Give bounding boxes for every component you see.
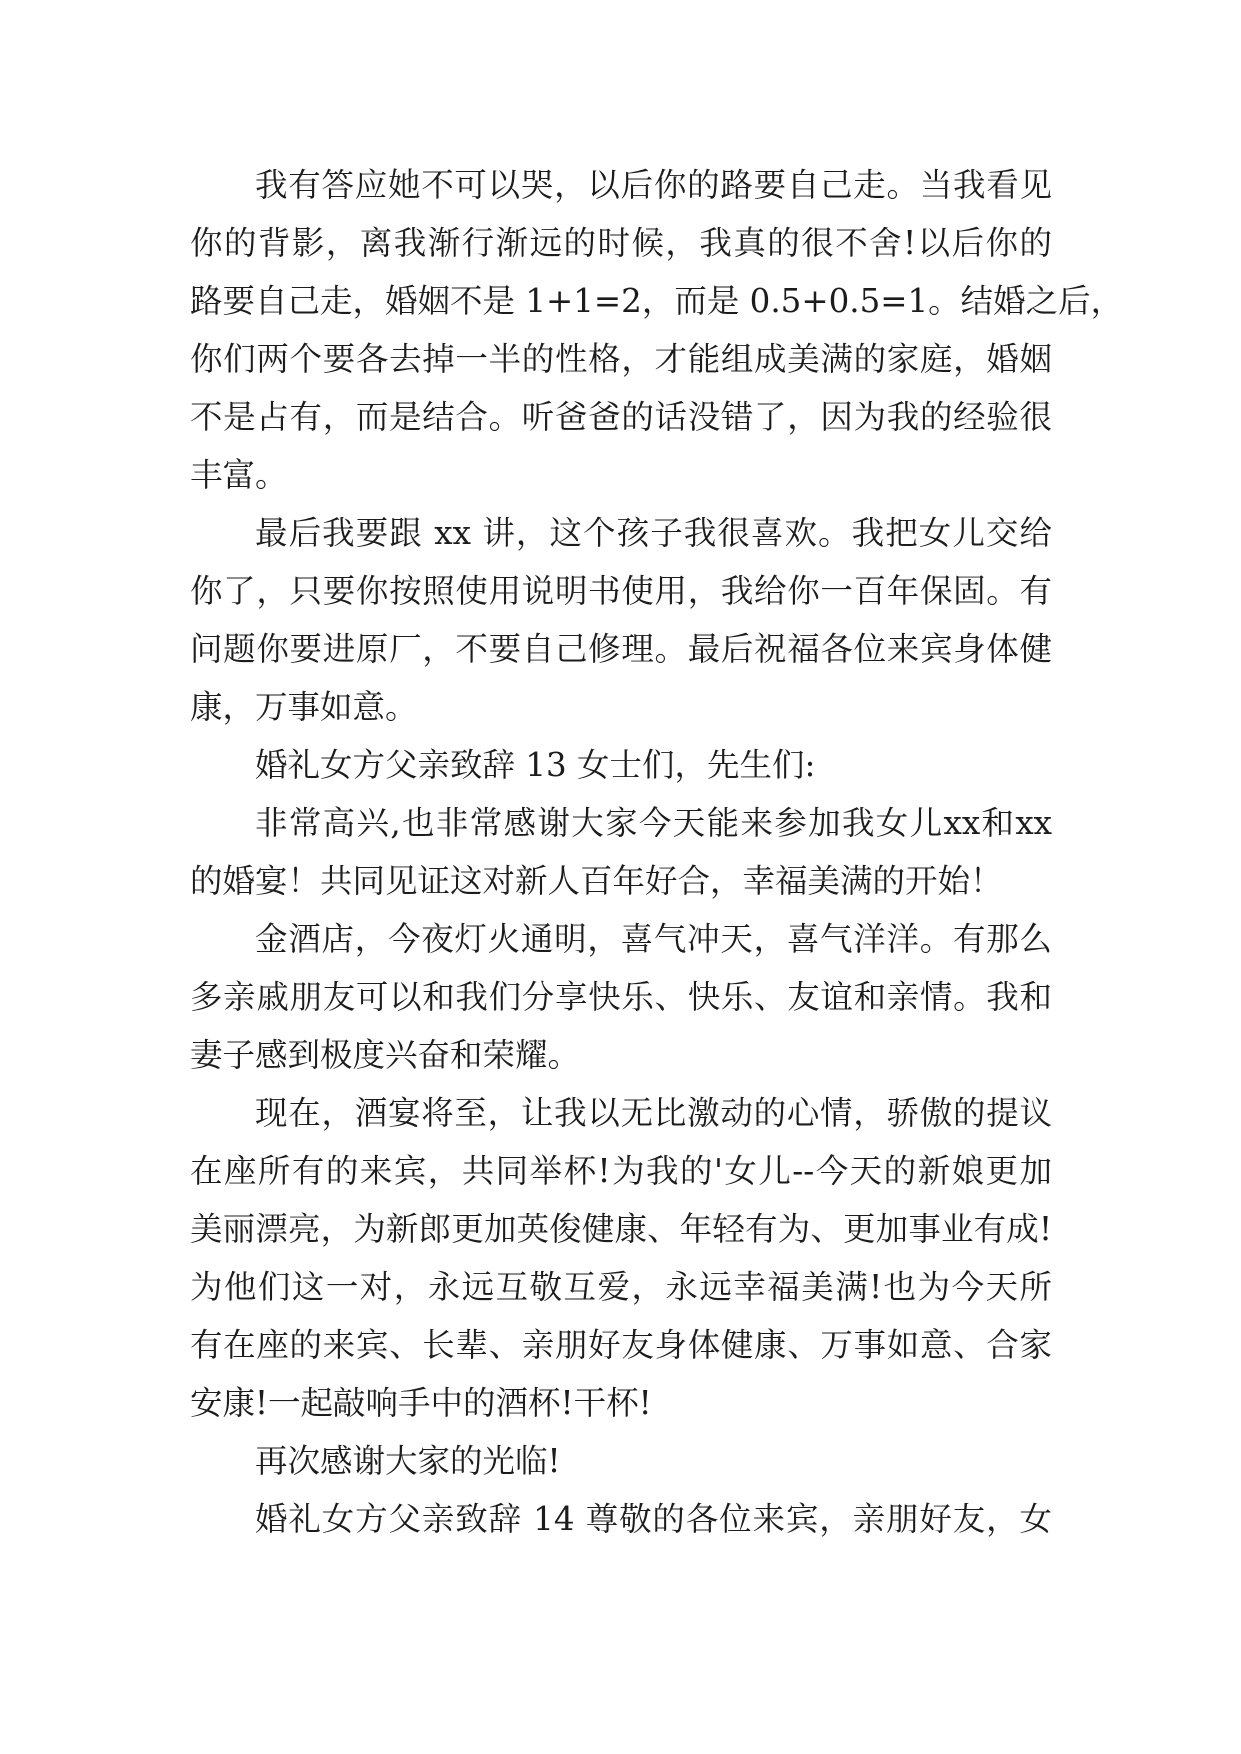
- text-line: 康，万事如意。: [190, 688, 418, 726]
- document-page: [190, 156, 1124, 1548]
- paragraph-toast: [190, 1084, 1052, 1432]
- text-line: 你们两个要各去掉一半的性格，才能组成美满的家庭，婚姻: [190, 340, 1052, 378]
- text-line: 不是占有，而是结合。听爸爸的话没错了，因为我的经验很: [190, 398, 1052, 436]
- paragraph-greeting: [190, 794, 1052, 910]
- text-line: 你的背影，离我渐行渐远的时候，我真的很不舍!以后你的: [190, 224, 1052, 262]
- text-line: 婚礼女方父亲致辞 14 尊敬的各位来宾，亲朋好友，女: [255, 1500, 1052, 1538]
- paragraph-advice: [190, 156, 1124, 504]
- text-line: 最后我要跟 xx 讲，这个孩子我很喜欢。我把女儿交给: [255, 514, 1052, 552]
- text-line: 路要自己走，婚姻不是 1+1=2，而是 0.5+0.5=1。结婚之后，: [190, 282, 1124, 320]
- text-line: 多亲戚朋友可以和我们分享快乐、快乐、友谊和亲情。我和: [190, 978, 1052, 1016]
- text-line: 美丽漂亮，为新郎更加英俊健康、年轻有为、更加事业有成!: [190, 1210, 1052, 1248]
- text-line: 妻子感到极度兴奋和荣耀。: [190, 1036, 581, 1074]
- paragraph-closing-wishes: [190, 504, 1052, 736]
- text-line: 的婚宴！共同见证这对新人百年好合，幸福美满的开始！: [190, 862, 1003, 900]
- text-line: 金酒店，今夜灯火通明，喜气冲天，喜气洋洋。有那么: [255, 920, 1052, 958]
- text-line: 你了，只要你按照使用说明书使用，我给你一百年保固。有: [190, 572, 1052, 610]
- text-line: 在座所有的来宾，共同举杯!为我的'女儿--今天的新娘更加: [190, 1152, 1052, 1190]
- text-line: 现在，酒宴将至，让我以无比激动的心情，骄傲的提议: [255, 1094, 1052, 1132]
- text-line: 有在座的来宾、长辈、亲朋好友身体健康、万事如意、合家: [190, 1326, 1052, 1364]
- text-line: 问题你要进原厂，不要自己修理。最后祝福各位来宾身体健: [190, 630, 1052, 668]
- text-line: 我有答应她不可以哭，以后你的路要自己走。当我看见: [255, 166, 1052, 204]
- paragraph-thanks: [190, 1432, 1052, 1490]
- text-line: 非常高兴,也非常感谢大家今天能来参加我女儿xx和xx: [255, 804, 1052, 842]
- text-line: 为他们这一对，永远互敬互爱，永远幸福美满!也为今天所: [190, 1268, 1052, 1306]
- paragraph-venue: [190, 910, 1052, 1084]
- text-line: 婚礼女方父亲致辞 13 女士们，先生们:: [255, 746, 816, 784]
- speech-title-13: [190, 736, 1052, 794]
- text-line: 再次感谢大家的光临!: [255, 1442, 561, 1480]
- text-line: 丰富。: [190, 456, 288, 494]
- text-line: 安康!一起敲响手中的酒杯!干杯!: [190, 1384, 652, 1422]
- speech-title-14: [190, 1490, 1052, 1548]
